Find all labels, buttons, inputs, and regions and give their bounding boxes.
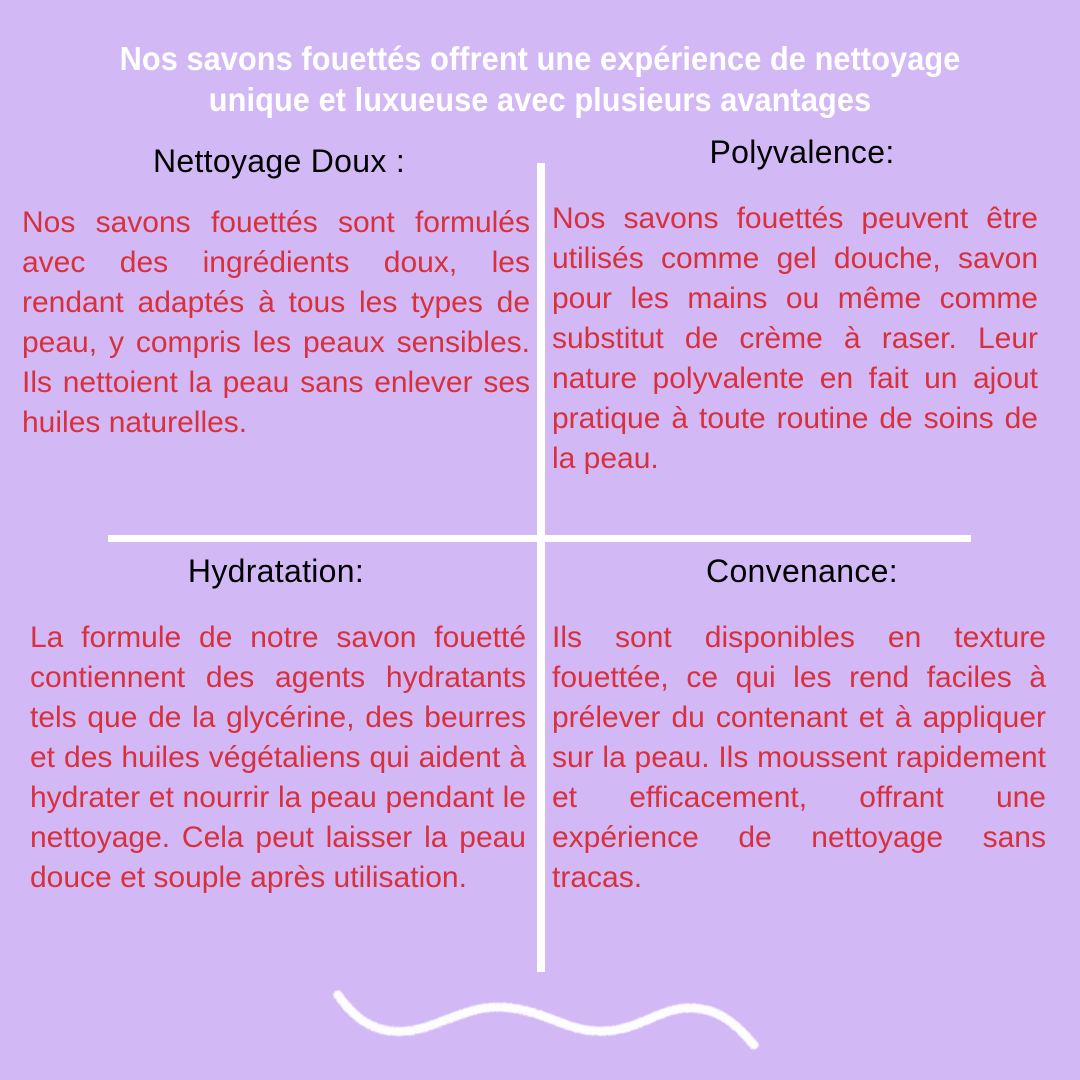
section-heading-convenience: Convenance: [706,553,898,589]
section-heading-versatility: Polyvalence: [709,134,895,170]
section-heading-gentle-cleansing: Nettoyage Doux : [152,143,406,179]
section-hydration [22,552,530,962]
section-convenience [552,552,1052,962]
title-line-2: unique et luxueuse avec plusieurs avantages [208,81,872,118]
section-body-gentle-cleansing: Nos savons fouettés sont formulés avec des ingrédients doux, les rendant adaptés à tous les types de peau, y compris les peaux sensibles. Ils nettoient la peau sans enlever ses huiles naturelles. [22,206,530,439]
wave-squiggle-icon [330,975,760,1060]
section-heading-hydration: Hydratation: [187,553,365,589]
divider-horizontal [108,535,971,542]
section-body-convenience: Ils sont disponibles en texture fouettée, ce qui les rend faciles à prélever du contenant et à appliquer sur la peau. Ils moussent rapidement et efficacement, offrant une expérience de nettoyage sans tracas. [552,621,1046,894]
section-gentle-cleansing [22,142,530,527]
section-versatility [552,133,1052,527]
divider-vertical [537,163,545,972]
poster-title [40,38,1040,120]
title-line-1: Nos savons fouettés offrent une expérience de nettoyage [119,40,961,77]
section-body-versatility: Nos savons fouettés peuvent être utilisés comme gel douche, savon pour les mains ou même comme substitut de crème à raser. Leur nature polyvalente en fait un ajout pratique à toute routine de soins de la peau. [552,202,1038,475]
section-body-hydration: La formule de notre savon fouetté contiennent des agents hydratants tels que de la glycérine, des beurres et des huiles végétaliens qui aident à hydrater et nourrir la peau pendant le nettoyage. Cela peut laisser la peau douce et souple après utilisation. [30,621,526,894]
